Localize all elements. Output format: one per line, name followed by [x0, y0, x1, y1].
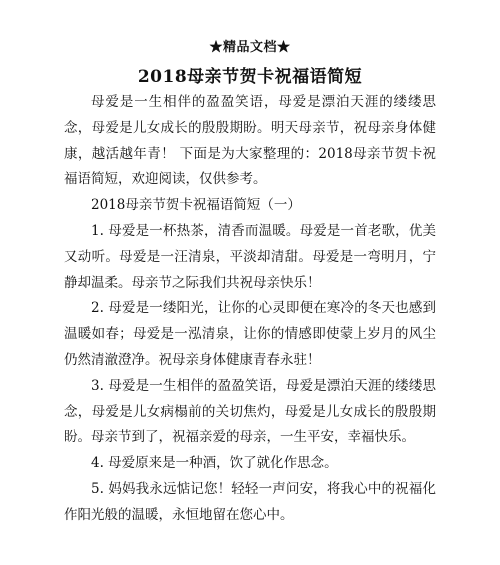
- list-item: 5. 妈妈我永远惦记您！轻轻一声问安，将我心中的祝福化作阳光般的温暖，永恒地留在您心中。: [64, 480, 436, 523]
- header-mark: ★精品文档★: [209, 40, 291, 55]
- list-item: 3. 母爱是一生相伴的盈盈笑语，母爱是漂泊天涯的缕缕思念，母爱是儿女病榻前的关切焦灼，母爱是儿女成长的殷殷期盼。母亲节到了，祝福亲爱的母亲，一生平安，幸福快乐。: [64, 377, 436, 446]
- document-body: [64, 90, 436, 529]
- list-item: 4. 母爱原来是一种酒，饮了就化作思念。: [91, 455, 338, 472]
- list-item: 1. 母爱是一杯热茶，清香而温暖。母爱是一首老歌，优美又动听。母爱是一汪清泉，平淡却清甜。母爱是一弯明月，宁静却温柔。母亲节之际我们共祝母亲快乐！: [64, 222, 436, 291]
- document-title: 2018母亲节贺卡祝福语简短: [137, 67, 363, 87]
- list-item: 2. 母爱是一缕阳光，让你的心灵即便在寒冷的冬天也感到温暖如春；母爱是一泓清泉，让你的情感即使蒙上岁月的风尘仍然清澈澄净。祝母亲身体健康青春永驻！: [64, 300, 436, 368]
- section-title: 2018母亲节贺卡祝福语简短（一）: [91, 197, 301, 214]
- intro-paragraph: 母爱是一生相伴的盈盈笑语，母爱是漂泊天涯的缕缕思念，母爱是儿女成长的殷殷期盼。明天母亲节，祝母亲身体健康，越活越年青！ 下面是为大家整理的：2018母亲节贺卡祝福语简短，欢迎阅读，仅供参考。: [64, 94, 436, 188]
